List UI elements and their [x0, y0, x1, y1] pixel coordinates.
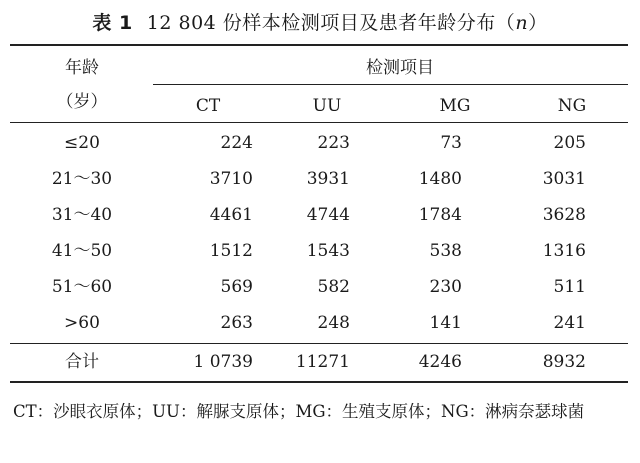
cell-uu: 4744: [306, 205, 350, 225]
table-bottom-rule: [10, 381, 628, 383]
row-age-label: 31～40: [51, 205, 113, 225]
total-ct: 1 0739: [193, 352, 253, 372]
cell-mg: 73: [440, 133, 462, 153]
cell-ng: 205: [553, 133, 586, 153]
caption-paren-open: （: [495, 12, 516, 34]
cell-uu: 582: [317, 277, 350, 297]
table-caption: 12 804 份样本检测项目及患者年龄分布: [146, 12, 496, 34]
age-header-line1: 年龄: [65, 58, 99, 78]
caption-paren-close: ）: [528, 12, 548, 34]
column-header-mg: MG: [439, 96, 471, 116]
column-header-ng: NG: [557, 96, 587, 116]
cell-ct: 3710: [209, 169, 253, 189]
cell-uu: 248: [317, 313, 350, 333]
cell-ct: 1512: [209, 241, 253, 261]
cell-ng: 1316: [542, 241, 586, 261]
caption-unit: n: [515, 12, 529, 34]
column-header-ct: CT: [195, 96, 221, 116]
row-age-label: >60: [64, 313, 100, 333]
row-age-label: 21～30: [51, 169, 113, 189]
cell-ct: 263: [220, 313, 253, 333]
cell-ng: 3628: [542, 205, 586, 225]
row-age-label: 51～60: [51, 277, 113, 297]
table-title: [0, 8, 640, 35]
cell-ct: 569: [220, 277, 253, 297]
table-top-rule: [10, 44, 628, 46]
cell-ct: 4461: [209, 205, 253, 225]
cell-uu: 223: [317, 133, 350, 153]
cell-mg: 141: [429, 313, 462, 333]
table-number: 表 1: [92, 12, 133, 34]
cell-mg: 1784: [418, 205, 462, 225]
row-age-label: 41～50: [51, 241, 113, 261]
age-header-line2: （岁）: [56, 92, 108, 112]
cell-uu: 3931: [306, 169, 350, 189]
total-top-rule: [10, 343, 628, 344]
group-header-rule: [153, 84, 628, 85]
total-ng: 8932: [542, 352, 586, 372]
header-bottom-rule: [10, 122, 628, 123]
table-footnote: CT：沙眼衣原体；UU：解脲支原体；MG：生殖支原体；NG：淋病奈瑟球菌: [13, 402, 585, 421]
cell-ct: 224: [220, 133, 253, 153]
cell-ng: 241: [553, 313, 586, 333]
total-label: 合计: [65, 352, 99, 372]
cell-mg: 1480: [418, 169, 462, 189]
row-age-label: ≤20: [64, 133, 100, 153]
cell-uu: 1543: [306, 241, 350, 261]
cell-mg: 538: [429, 241, 462, 261]
column-header-uu: UU: [312, 96, 342, 116]
total-mg: 4246: [418, 352, 462, 372]
cell-mg: 230: [429, 277, 462, 297]
total-uu: 11271: [295, 352, 350, 372]
cell-ng: 511: [553, 277, 586, 297]
group-header: 检测项目: [366, 58, 434, 78]
cell-ng: 3031: [542, 169, 586, 189]
